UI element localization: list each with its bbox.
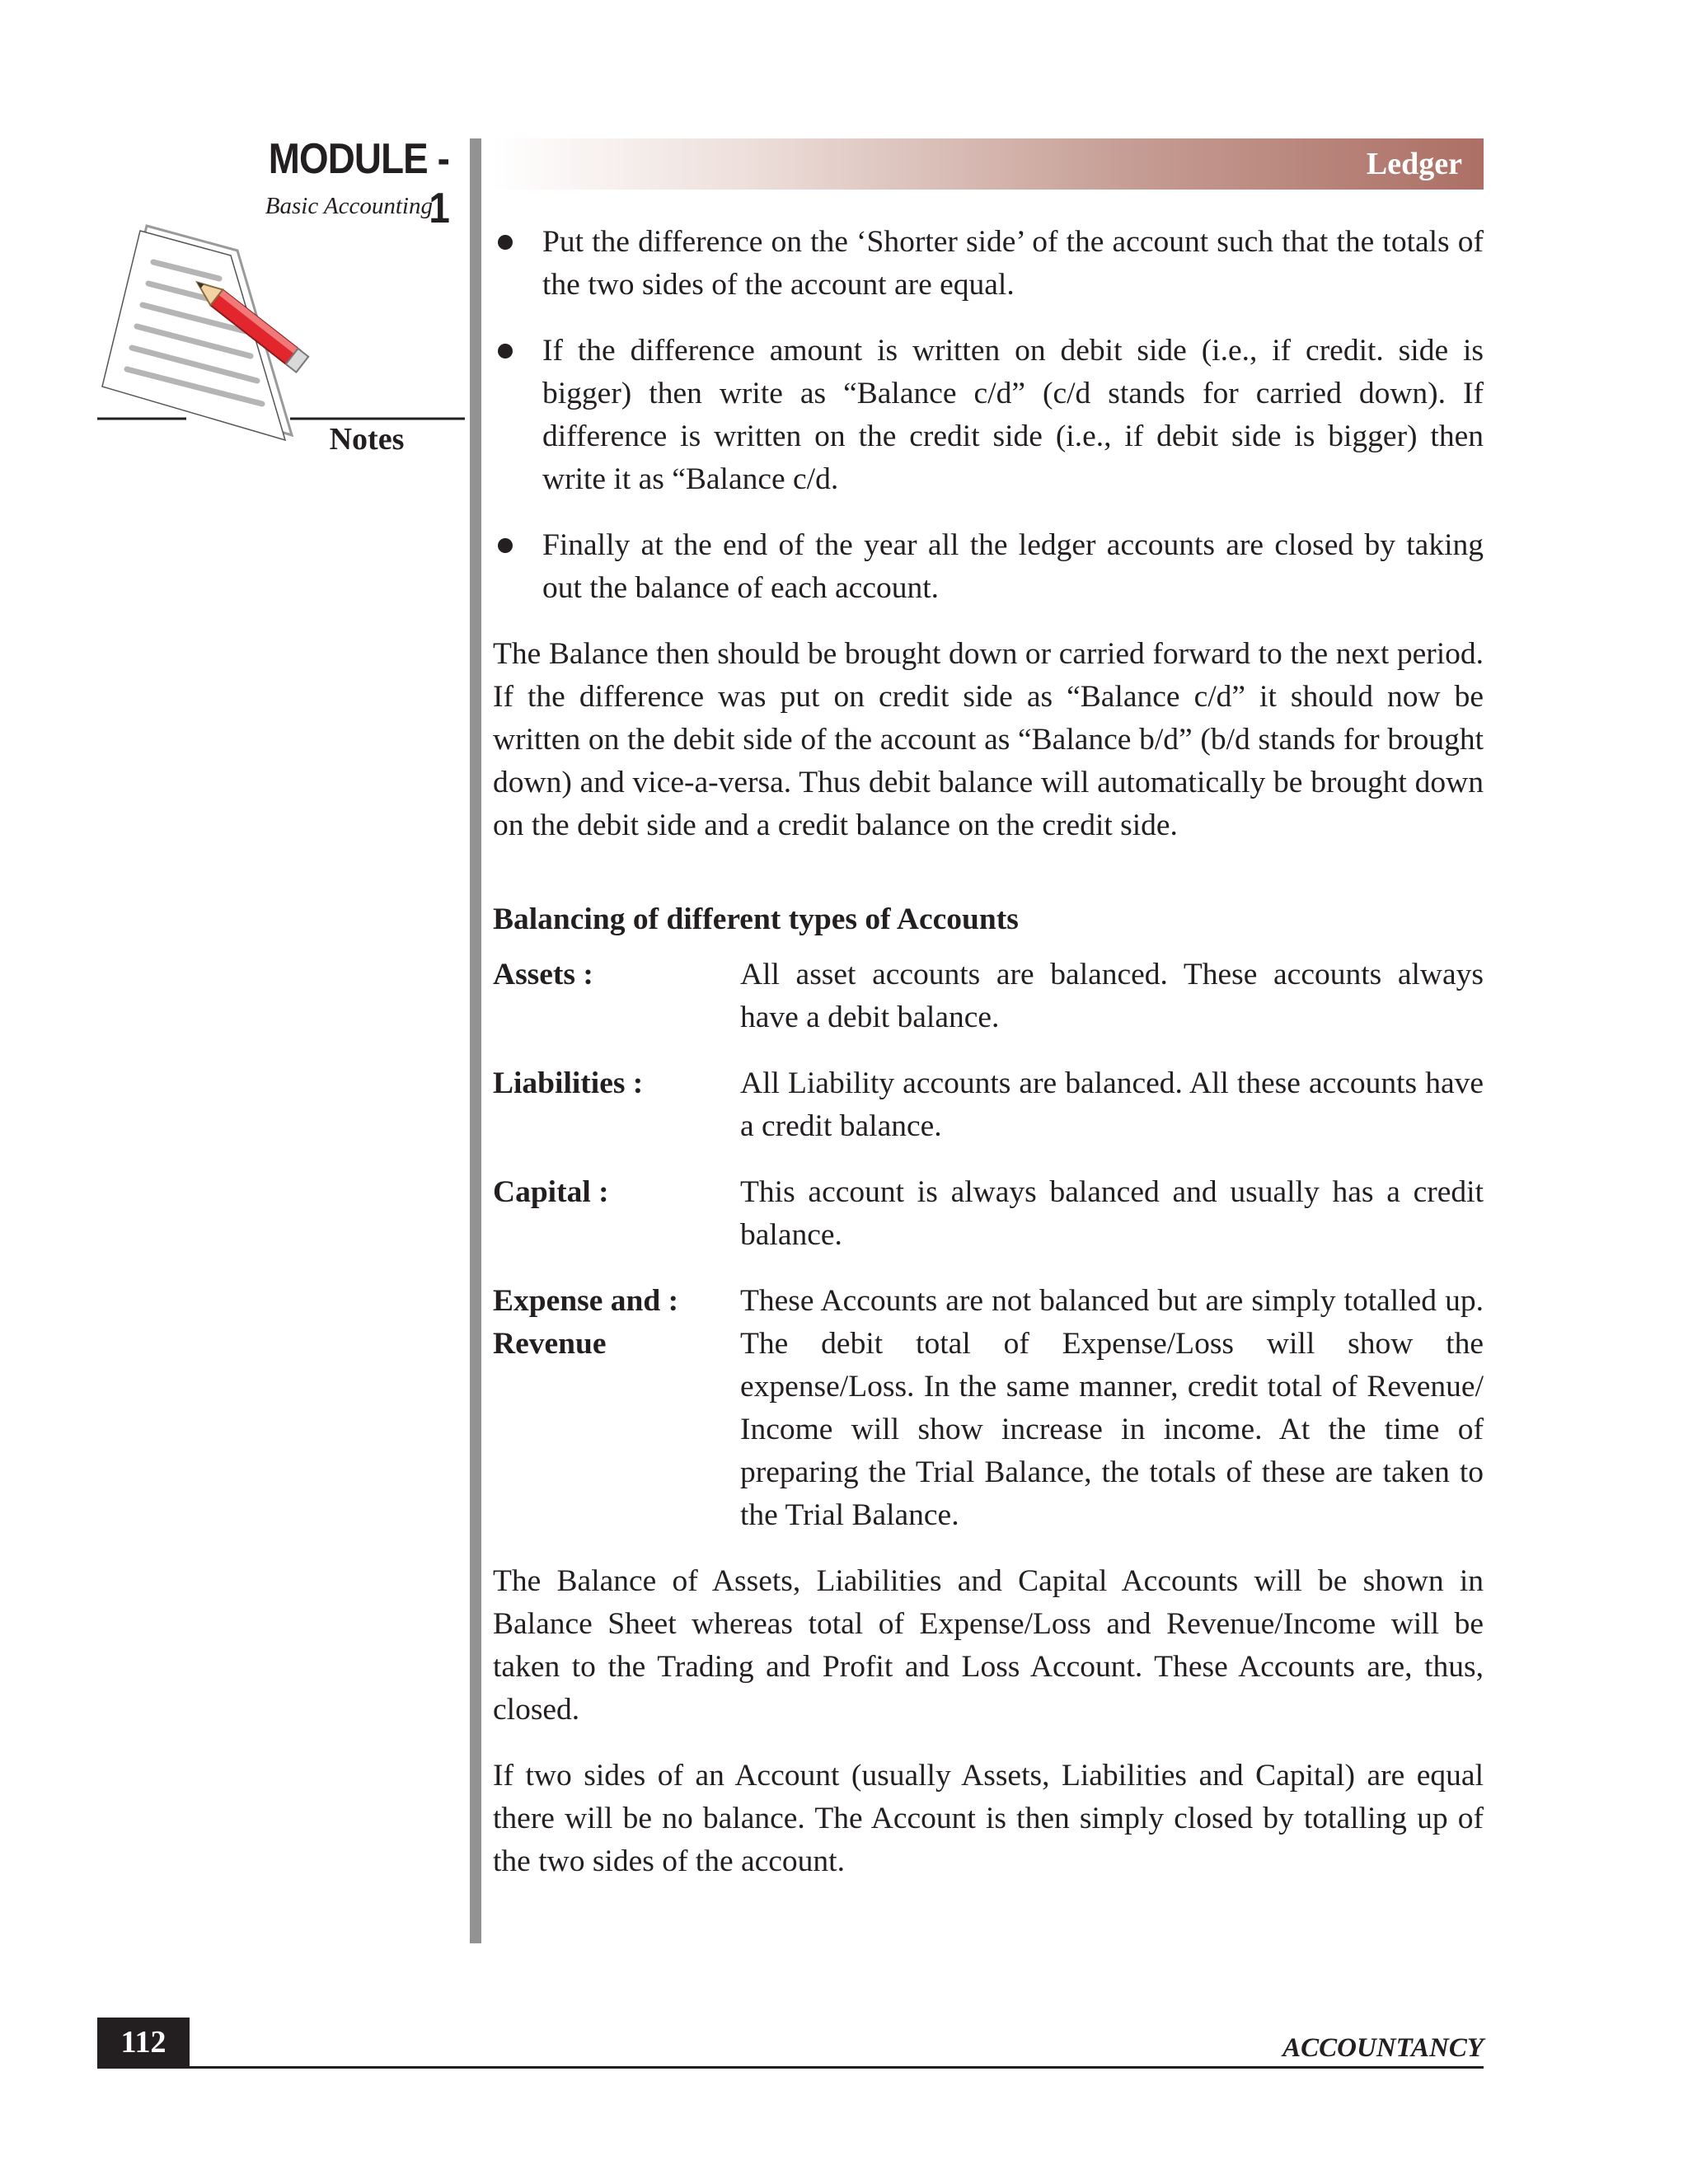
bullet-list	[493, 221, 1484, 610]
bullet-icon	[498, 235, 513, 250]
definition-desc: These Accounts are not balanced but are simply totalled up. The debit total of Expense/Loss will show the expense/Loss. In the same manner, credit total of Revenue/ Income will show increase in income. At the time of preparing the Trial Balance, the totals of these are taken to the Trial Balance.	[740, 1284, 1484, 1532]
module-title: MODULE - 1	[268, 135, 449, 232]
definition-term	[493, 1280, 740, 1537]
bullet-text: Finally at the end of the year all the ledger accounts are closed by taking out the balance of each account.	[542, 528, 1484, 605]
paragraph-balance-sheet: The Balance of Assets, Liabilities and Capital Accounts will be shown in Balance Sheet whereas total of Expense/Loss and Revenue/Income will be taken to the Trading and Profit and Loss Account. These Accounts are, thus, closed.	[493, 1564, 1484, 1727]
list-item	[493, 330, 1484, 501]
list-item	[493, 524, 1484, 610]
chapter-title: Ledger	[1366, 147, 1462, 181]
module-subtitle: Basic Accounting	[265, 193, 433, 219]
bullet-text: If the difference amount is written on debit side (i.e., if credit. side is bigger) then write as “Balance c/d” (c/d stands for carried down). If difference is written on the credit side (i.e., if debit side is bigger) then write it as “Balance c/d.	[542, 334, 1484, 496]
list-item	[493, 221, 1484, 307]
definition-desc: All asset accounts are balanced. These accounts always have a debit balance.	[740, 958, 1484, 1034]
definition-desc: All Liability accounts are balanced. All these accounts have a credit balance.	[740, 1066, 1484, 1143]
definition-liabilities	[493, 1062, 1484, 1148]
definition-term: Liabilities :	[493, 1066, 644, 1100]
page-number: 112	[97, 2018, 190, 2067]
section-heading: Balancing of different types of Accounts	[493, 902, 1019, 936]
paragraph-no-balance: If two sides of an Account (usually Assets, Liabilities and Capital) are equal there will be no balance. The Account is then simply closed by totalling up of the two sides of the account.	[493, 1759, 1484, 1878]
chapter-header-band	[492, 138, 1484, 190]
book-title: ACCOUNTANCY	[1282, 2033, 1484, 2063]
margin-divider-bar	[470, 138, 481, 1943]
definition-term-line: Revenue	[493, 1327, 607, 1361]
definition-capital	[493, 1171, 1484, 1257]
definition-desc: This account is always balanced and usually has a credit balance.	[740, 1175, 1484, 1252]
bullet-icon	[498, 344, 513, 359]
bullet-icon	[498, 538, 513, 553]
notes-label: Notes	[329, 422, 405, 457]
definition-term-line: Expense and :	[493, 1284, 679, 1318]
definition-term: Capital :	[493, 1175, 609, 1209]
paragraph-brought-down: The Balance then should be brought down or carried forward to the next period. If the difference was put on credit side as “Balance c/d” it should now be written on the debit side of the account as “Balance b/d” (b/d stands for brought down) and vice-a-versa. Thus debit balance will automatically be brought down on the debit side and a credit balance on the credit side.	[493, 637, 1484, 842]
definition-expense-revenue	[493, 1280, 1484, 1537]
definition-assets	[493, 954, 1484, 1039]
footer-rule	[97, 2066, 1484, 2069]
bullet-text: Put the difference on the ‘Shorter side’ of the account such that the totals of the two sides of the account are equal.	[542, 225, 1484, 302]
definition-term: Assets :	[493, 958, 593, 991]
main-content	[493, 221, 1484, 1883]
